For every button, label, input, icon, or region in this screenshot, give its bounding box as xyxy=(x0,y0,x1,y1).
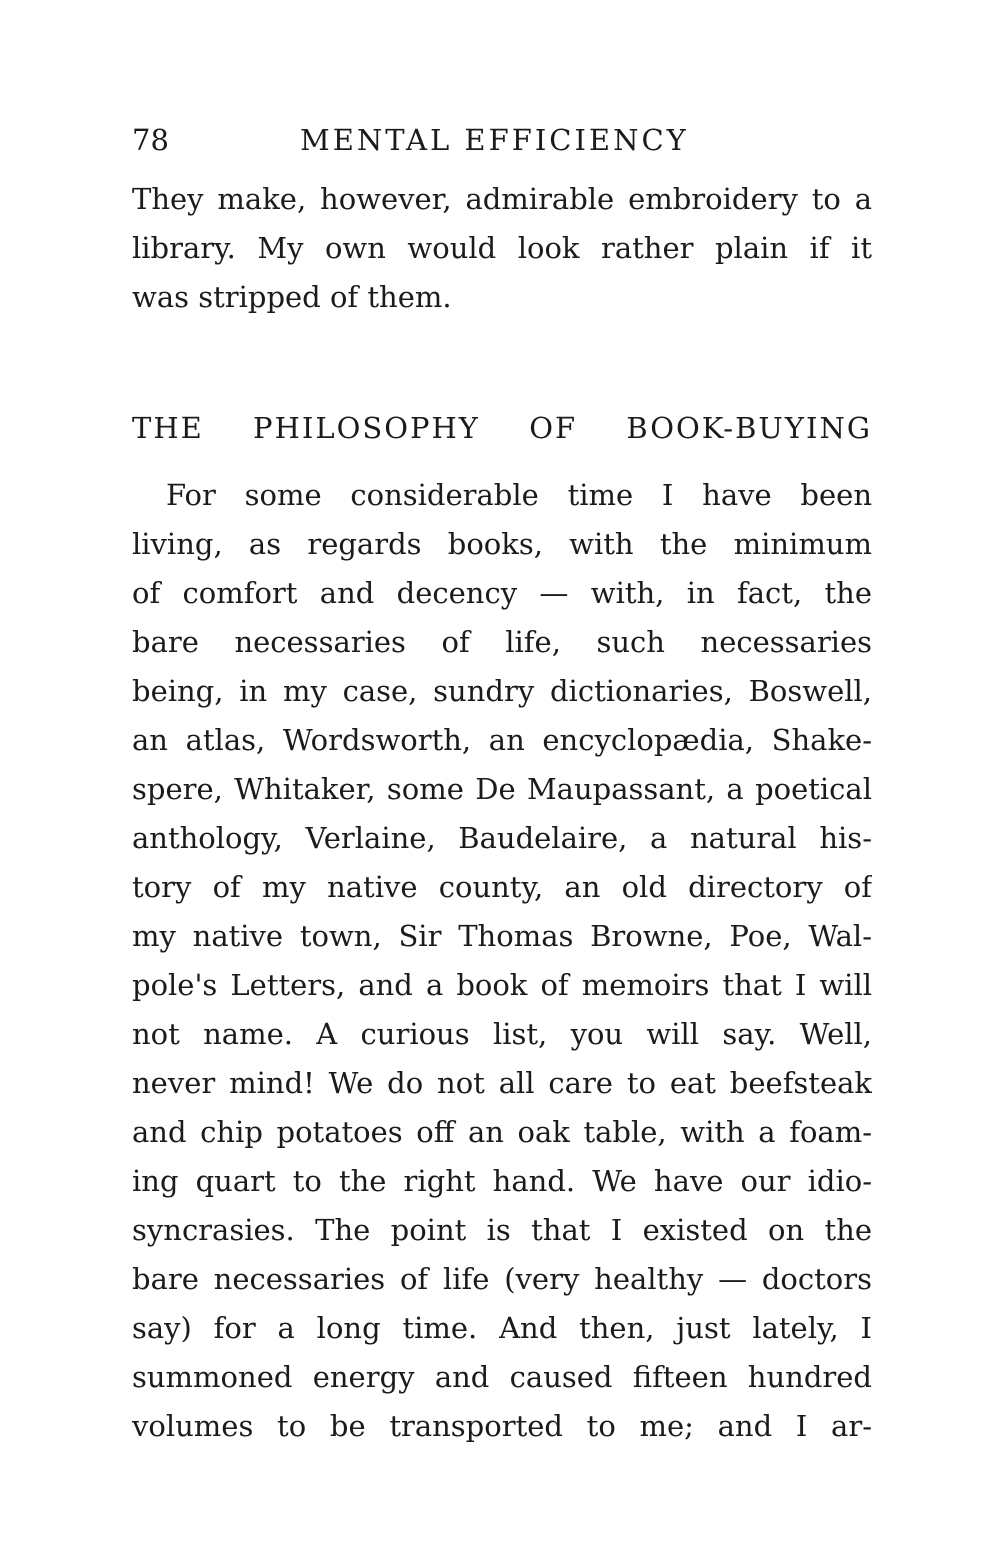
text-line: an atlas, Wordsworth, an encyclopædia, Shake- xyxy=(132,723,872,757)
text-line: my native town, Sir Thomas Browne, Poe, Wal- xyxy=(132,919,872,953)
text-line: summoned energy and caused fifteen hundred xyxy=(132,1360,872,1394)
text-line: of comfort and decency — with, in fact, the xyxy=(132,576,872,610)
text-line: For some considerable time I have been xyxy=(166,478,872,512)
text-line: They make, however, admirable embroidery to a xyxy=(132,182,872,216)
text-line: ing quart to the right hand. We have our idio- xyxy=(132,1164,872,1198)
text-line: spere, Whitaker, some De Maupassant, a poetical xyxy=(132,772,872,806)
text-line: being, in my case, sundry dictionaries, Boswell, xyxy=(132,674,872,708)
book-title: MENTAL EFFICIENCY xyxy=(300,123,689,157)
running-header xyxy=(132,118,872,162)
page-number: 78 xyxy=(132,123,169,157)
text-line: and chip potatoes off an oak table, with a foam- xyxy=(132,1115,872,1149)
text-line: volumes to be transported to me; and I ar- xyxy=(132,1409,872,1443)
text-line: tory of my native county, an old directory of xyxy=(132,870,872,904)
text-line: not name. A curious list, you will say. Well, xyxy=(132,1017,872,1051)
text-line: anthology, Verlaine, Baudelaire, a natural his- xyxy=(132,821,872,855)
text-line: bare necessaries of life (very healthy — doctors xyxy=(132,1262,872,1296)
text-line: say) for a long time. And then, just lately, I xyxy=(132,1311,872,1345)
section-heading: THE PHILOSOPHY OF BOOK-BUYING xyxy=(132,411,872,445)
text-line: never mind! We do not all care to eat beefsteak xyxy=(132,1066,872,1100)
text-line: pole's Letters, and a book of memoirs that I will xyxy=(132,968,872,1002)
continuation-paragraph xyxy=(132,175,872,322)
text-line: living, as regards books, with the minimum xyxy=(132,527,872,561)
text-line: library. My own would look rather plain if it xyxy=(132,231,872,265)
text-line: syncrasies. The point is that I existed on the xyxy=(132,1213,872,1247)
body-paragraph xyxy=(132,471,872,1451)
text-line: bare necessaries of life, such necessaries xyxy=(132,625,872,659)
text-line: was stripped of them. xyxy=(132,280,452,314)
